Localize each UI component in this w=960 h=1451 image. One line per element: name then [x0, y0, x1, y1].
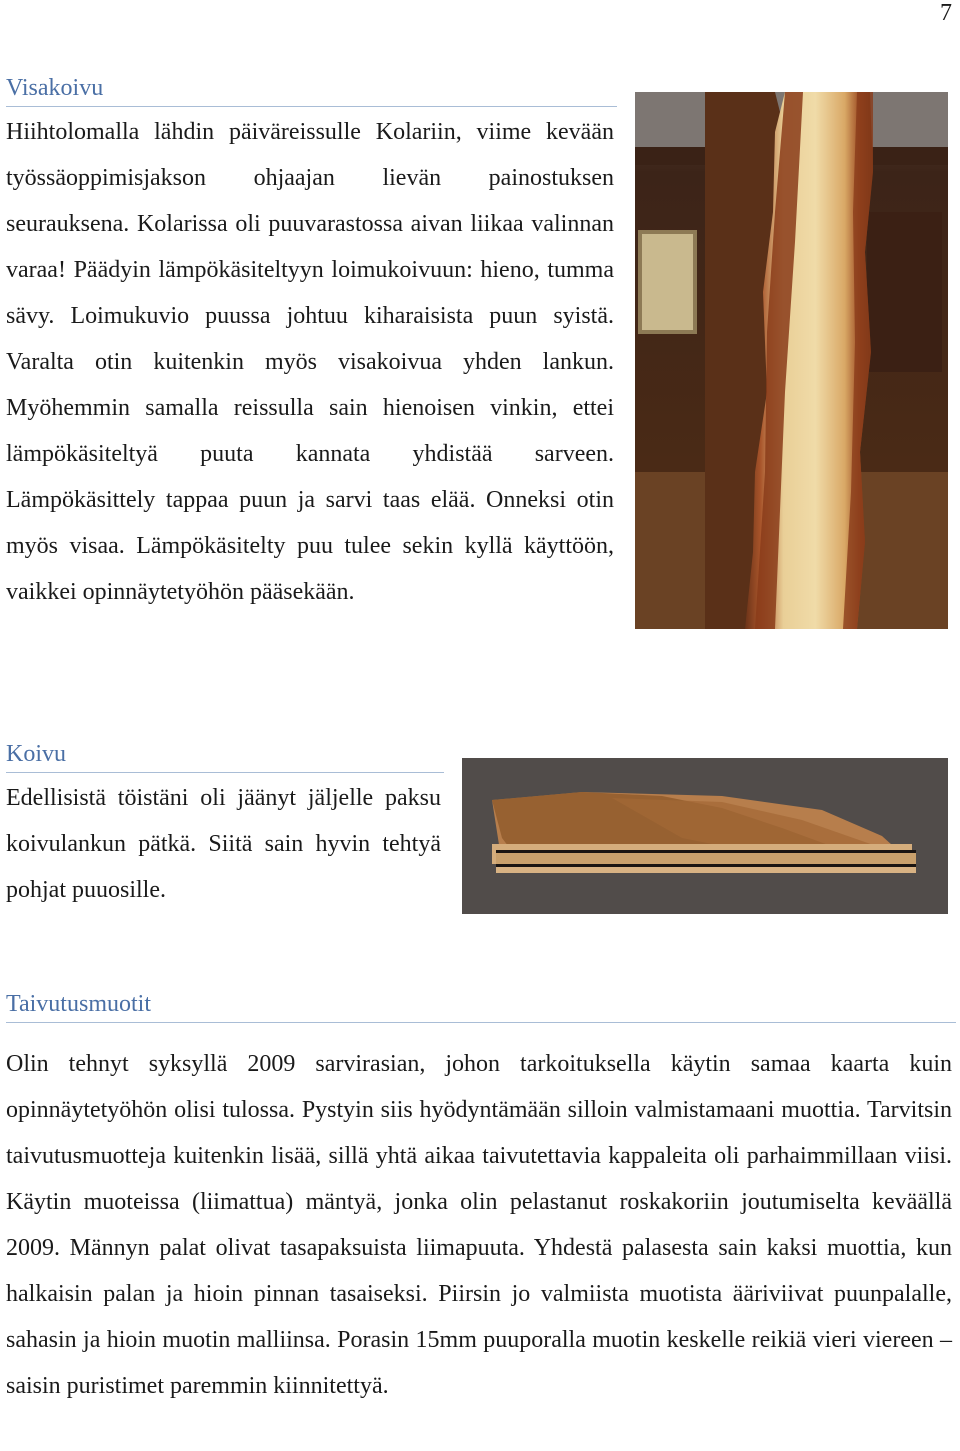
page-number: 7 [940, 0, 952, 26]
heading-taivutusmuotit: Taivutusmuotit [6, 988, 956, 1023]
heading-visakoivu: Visakoivu [6, 72, 617, 107]
paragraph-koivu: Edellisistä töistäni oli jäänyt jäljelle paksu koivulankun pätkä. Siitä sain hyvin tehtyä pohjat puuosille. [6, 785, 441, 903]
paragraph-visakoivu: Hiihtolomalla lähdin päiväreissulle Kolariin, viime kevään työssäoppimisjakson ohjaajan lievän painostuksen seurauksena. Kolarissa oli puuvarastossa aivan liikaa valinnan varaa! Päädyin lämpökäsiteltyyn loimukoivuun: hieno, tumma sävy. Loimukuvio puussa johtuu kiharaisista puun syistä. Varalta otin kuitenkin myös visakoivua yhden lankun. Myöhemmin samalla reissulla sain hienoisen vinkin, ettei lämpökäsiteltyä puuta kannata yhdistää sarveen. Lämpökäsittely tappaa puun ja sarvi taas elää. Onneksi otin myös visaa. Lämpökäsitelty puu tulee sekin kyllä käyttöön, vaikkei opinnäytetyöhön pääsekään. [6, 119, 614, 605]
photo-koivu-plank [462, 758, 948, 914]
photo-visakoivu-plank [635, 92, 948, 629]
paragraph-taivutusmuotit: Olin tehnyt syksyllä 2009 sarvirasian, johon tarkoituksella käytin samaa kaarta kuin opinnäytetyöhön olisi tulossa. Pystyin siis hyödyntämään silloin valmistamaani muottia. Tarvitsin taivutusmuotteja kuitenkin lisää, sillä yhtä aikaa taivutettavia kappaleita oli parhaimmillaan viisi. Käytin muoteissa (liimattua) mäntyä, jonka olin pelastanut roskakoriin joutumiselta keväällä 2009. Männyn palat olivat tasapaksuista liimapuuta. Yhdestä palasesta sain kaksi muottia, kun halkaisin palan ja hioin pinnan tasaiseksi. Piirsin jo valmiista muotista ääriviivat puunpalalle, sahasin ja hioin muotin malliinsa. Porasin 15mm puuporalla muotin keskelle reikiä vieri viereen – saisin puristimet paremmin kiinnitettyä. [6, 1051, 952, 1399]
heading-koivu: Koivu [6, 738, 444, 773]
